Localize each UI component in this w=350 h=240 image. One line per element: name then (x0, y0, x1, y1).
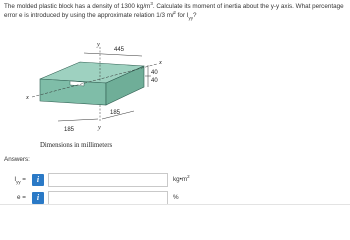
e-input[interactable] (48, 191, 168, 205)
unit-label-iyy-main: kg•m (173, 176, 188, 183)
answer-label-iyy (4, 176, 26, 183)
question-ell: l (172, 11, 174, 19)
info-button-iyy[interactable]: i (32, 174, 44, 186)
info-button-e[interactable]: i (32, 192, 44, 204)
question-text-4: ? (193, 11, 197, 19)
question-text-3: for I (175, 11, 189, 19)
question-text-1: The molded plastic block has a density of 1300 kg/m (4, 3, 151, 10)
answer-label-iyy-suffix: = (20, 176, 26, 183)
dim-label-right-2: 40 (151, 78, 158, 84)
figure-caption: Dimensions in millimeters (40, 142, 113, 149)
dim-label-bottom-left: 185 (64, 127, 75, 133)
question-sub-3: yy (188, 14, 194, 20)
answer-label-e-suffix: = (20, 194, 26, 201)
answer-label-iyy-sub: yy (16, 179, 21, 185)
iyy-input[interactable] (48, 173, 168, 187)
block-diagram (22, 29, 172, 151)
axis-label-y-bottom: y (98, 124, 101, 131)
unit-label-iyy-sup: 2 (187, 173, 190, 179)
unit-label-iyy (173, 173, 190, 183)
dim-line-top (84, 53, 142, 56)
answers-heading: Answers: (4, 156, 30, 163)
axis-label-y-top: y (97, 41, 100, 48)
question-sup-2: 2 (173, 9, 176, 15)
answer-label-iyy-main: I (14, 176, 17, 183)
axis-label-x-left: x (26, 94, 29, 101)
dim-label-top: 445 (114, 47, 125, 53)
unit-label-e: % (173, 194, 179, 201)
answer-label-e-main: e (17, 194, 21, 201)
bottom-divider (0, 204, 350, 205)
problem-statement (4, 0, 348, 20)
block-figure (22, 29, 172, 151)
axis-label-x-right: x (159, 59, 162, 66)
dim-label-bottom-right: 185 (110, 110, 121, 116)
question-text-2: . Calculate its moment of inertia about the y-y axis. What percentage error e is introduced by using the approximate relation 1/3 m (4, 3, 344, 19)
dim-label-right-1: 40 (151, 70, 158, 76)
question-sup-1: 3 (150, 0, 153, 6)
answer-label-e (4, 194, 26, 201)
answer-row-iyy (0, 172, 350, 188)
dim-line-bottom-left (58, 119, 98, 121)
